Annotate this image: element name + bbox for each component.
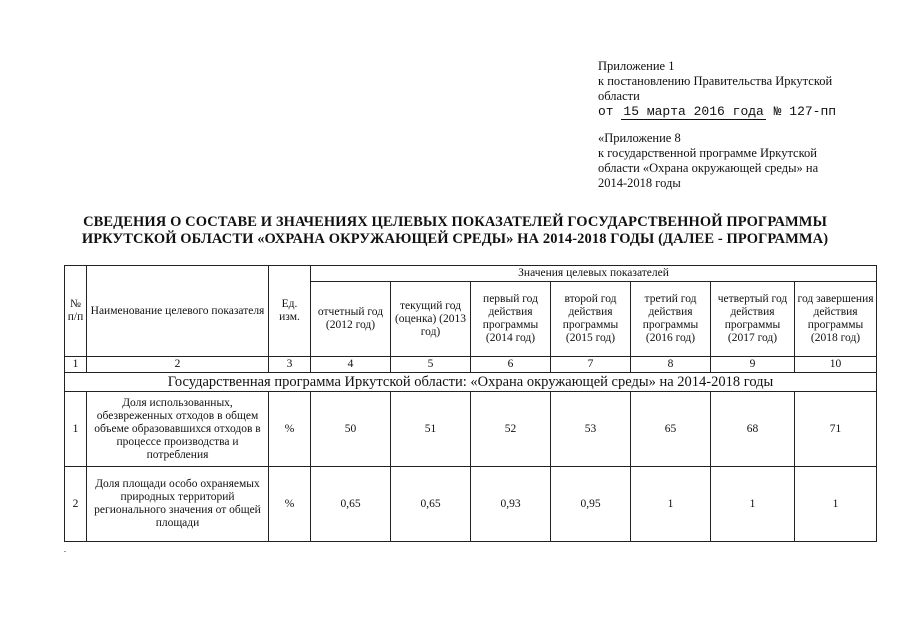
header-year: текущий год (оценка) (2013 год) (391, 282, 471, 357)
program-appendix-name: области «Охрана окружающей среды» на (598, 161, 819, 175)
appendix-header (598, 59, 888, 191)
indicators-table (64, 265, 877, 542)
header-year: третий год действия программы (2016 год) (631, 282, 711, 357)
indicator-value: 1 (631, 467, 711, 542)
column-number: 1 (65, 357, 87, 373)
header-year: первый год действия программы (2014 год) (471, 282, 551, 357)
indicator-value: 65 (631, 392, 711, 467)
header-target-values: Значения целевых показателей (311, 266, 877, 282)
program-appendix-label: «Приложение 8 (598, 131, 681, 145)
decree-line (598, 104, 888, 119)
program-appendix-ref: к государственной программе Иркутской (598, 146, 817, 160)
indicator-value: 53 (551, 392, 631, 467)
table-row (65, 467, 877, 542)
document-title-line-2: ИРКУТСКОЙ ОБЛАСТИ «ОХРАНА ОКРУЖАЮЩЕЙ СРЕДЫ» НА 2014-2018 ГОДЫ (ДАЛЕЕ - ПРОГРАММА) (81, 231, 829, 247)
column-number: 3 (269, 357, 311, 373)
column-number: 9 (711, 357, 795, 373)
column-number: 2 (87, 357, 269, 373)
header-year: второй год действия программы (2015 год) (551, 282, 631, 357)
document-title (30, 214, 880, 248)
indicator-value: 1 (711, 467, 795, 542)
row-number: 1 (65, 392, 87, 467)
indicator-unit: % (269, 392, 311, 467)
indicator-name: Доля использованных, обезвреженных отходов в общем объеме образовавшихся отходов в процессе производства и потребления (87, 392, 269, 467)
column-number: 4 (311, 357, 391, 373)
header-year: год завершения действия программы (2018 год) (795, 282, 877, 357)
header-unit: Ед. изм. (269, 266, 311, 357)
indicator-name: Доля площади особо охраняемых природных территорий регионального значения от общей площади (87, 467, 269, 542)
header-year: четвертый год действия программы (2017 год) (711, 282, 795, 357)
indicator-value: 71 (795, 392, 877, 467)
column-number: 6 (471, 357, 551, 373)
indicator-value: 52 (471, 392, 551, 467)
indicator-value: 0,95 (551, 467, 631, 542)
decree-number: № 127-пп (773, 104, 837, 119)
indicator-value: 1 (795, 467, 877, 542)
document-title-line-1: СВЕДЕНИЯ О СОСТАВЕ И ЗНАЧЕНИЯХ ЦЕЛЕВЫХ ПОКАЗАТЕЛЕЙ ГОСУДАРСТВЕННОЙ ПРОГРАММЫ (83, 214, 827, 230)
table-row (65, 392, 877, 467)
indicator-value: 68 (711, 392, 795, 467)
indicator-value: 51 (391, 392, 471, 467)
program-appendix-years: 2014-2018 годы (598, 176, 681, 190)
row-number: 2 (65, 467, 87, 542)
decree-prefix: от (598, 104, 614, 119)
header-year: отчетный год (2012 год) (311, 282, 391, 357)
header-indicator-name: Наименование целевого показателя (87, 266, 269, 357)
program-section-row: Государственная программа Иркутской области: «Охрана окружающей среды» на 2014-2018 годы (65, 373, 877, 392)
indicator-value: 50 (311, 392, 391, 467)
appendix-label: Приложение 1 (598, 59, 675, 73)
indicator-value: 0,93 (471, 467, 551, 542)
appendix-resolution: к постановлению Правительства Иркутской (598, 74, 833, 88)
column-number: 10 (795, 357, 877, 373)
column-number: 7 (551, 357, 631, 373)
indicator-value: 0,65 (391, 467, 471, 542)
column-number: 5 (391, 357, 471, 373)
scan-mark (64, 551, 66, 552)
appendix-region: области (598, 89, 640, 103)
header-number: № п/п (65, 266, 87, 357)
column-number: 8 (631, 357, 711, 373)
indicator-unit: % (269, 467, 311, 542)
indicator-value: 0,65 (311, 467, 391, 542)
decree-date: 15 марта 2016 года (623, 104, 764, 119)
